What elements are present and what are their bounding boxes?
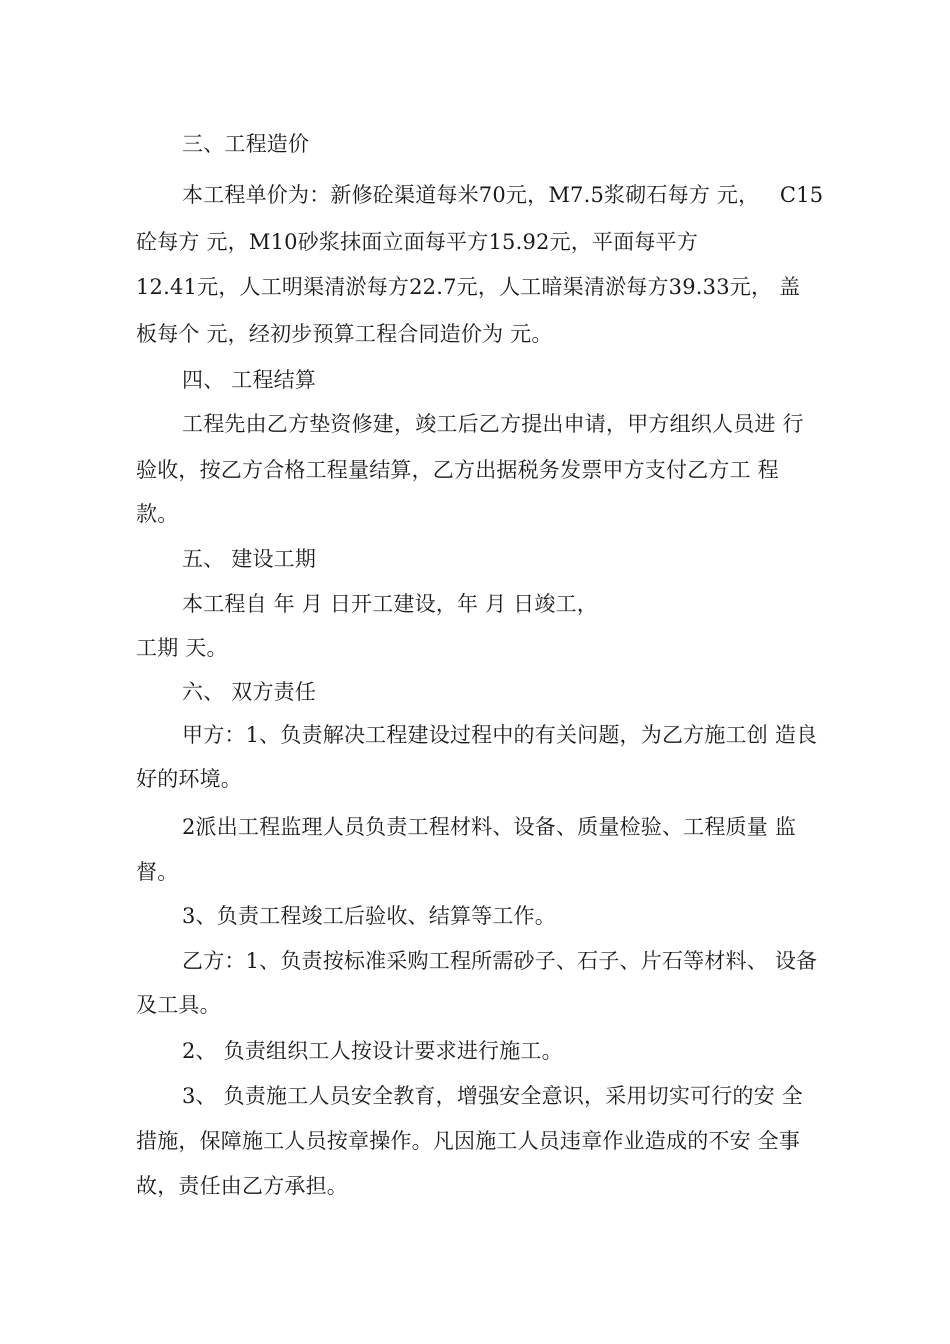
paragraph-line: 故，责任由乙方承担。 [136,1174,348,1198]
paragraph-line: 砼每方 元，M10砂浆抹面立面每平方15.92元，平面每平方 [136,230,699,254]
paragraph-line [182,180,860,210]
section-heading-responsibilities: 六、 双方责任 [182,680,317,704]
paragraph-line: 款。 [136,502,179,526]
paragraph-line: 乙方：1、负责按标准采购工程所需砂子、石子、片石等材料、 设备 [182,949,818,973]
paragraph-line: 板每个 元，经初步预算工程合同造价为 元。 [136,322,553,346]
text-segment: 本工程单价为：新修砼渠道每米70元，M7.5浆砌石每方 元， C15 [182,183,824,207]
paragraph-line: 及工具。 [136,993,221,1017]
paragraph-line: 3、 负责施工人员安全教育，增强安全意识，采用切实可行的安 全 [182,1084,803,1108]
paragraph-line: 工期 天。 [136,636,228,660]
section-heading-cost: 三、工程造价 [182,132,310,156]
paragraph-line: 3、负责工程竣工后验收、结算等工作。 [182,904,556,928]
section-heading-schedule: 五、 建设工期 [182,547,317,571]
paragraph-line: 好的环境。 [136,767,242,791]
paragraph-line: 工程先由乙方垫资修建，竣工后乙方提出申请，甲方组织人员进 行 [182,412,804,436]
paragraph-line: 12.41元，人工明渠清淤每方22.7元，人工暗渠清淤每方39.33元， 盖 [136,275,801,299]
paragraph-line: 本工程自 年 月 日开工建设，年 月 日竣工， [182,592,598,616]
paragraph-line: 2、 负责组织工人按设计要求进行施工。 [182,1039,563,1063]
paragraph-line: 措施，保障施工人员按章操作。凡因施工人员违章作业造成的不安 全事 [136,1129,801,1153]
paragraph-line: 督。 [136,860,179,884]
paragraph-line: 验收，按乙方合格工程量结算，乙方出据税务发票甲方支付乙方工 程 [136,458,779,482]
paragraph-line: 2派出工程监理人员负责工程材料、设备、质量检验、工程质量 监 [182,815,797,839]
paragraph-line: 甲方：1、负责解决工程建设过程中的有关问题，为乙方施工创 造良 [182,723,818,747]
section-heading-settlement: 四、 工程结算 [182,368,317,392]
